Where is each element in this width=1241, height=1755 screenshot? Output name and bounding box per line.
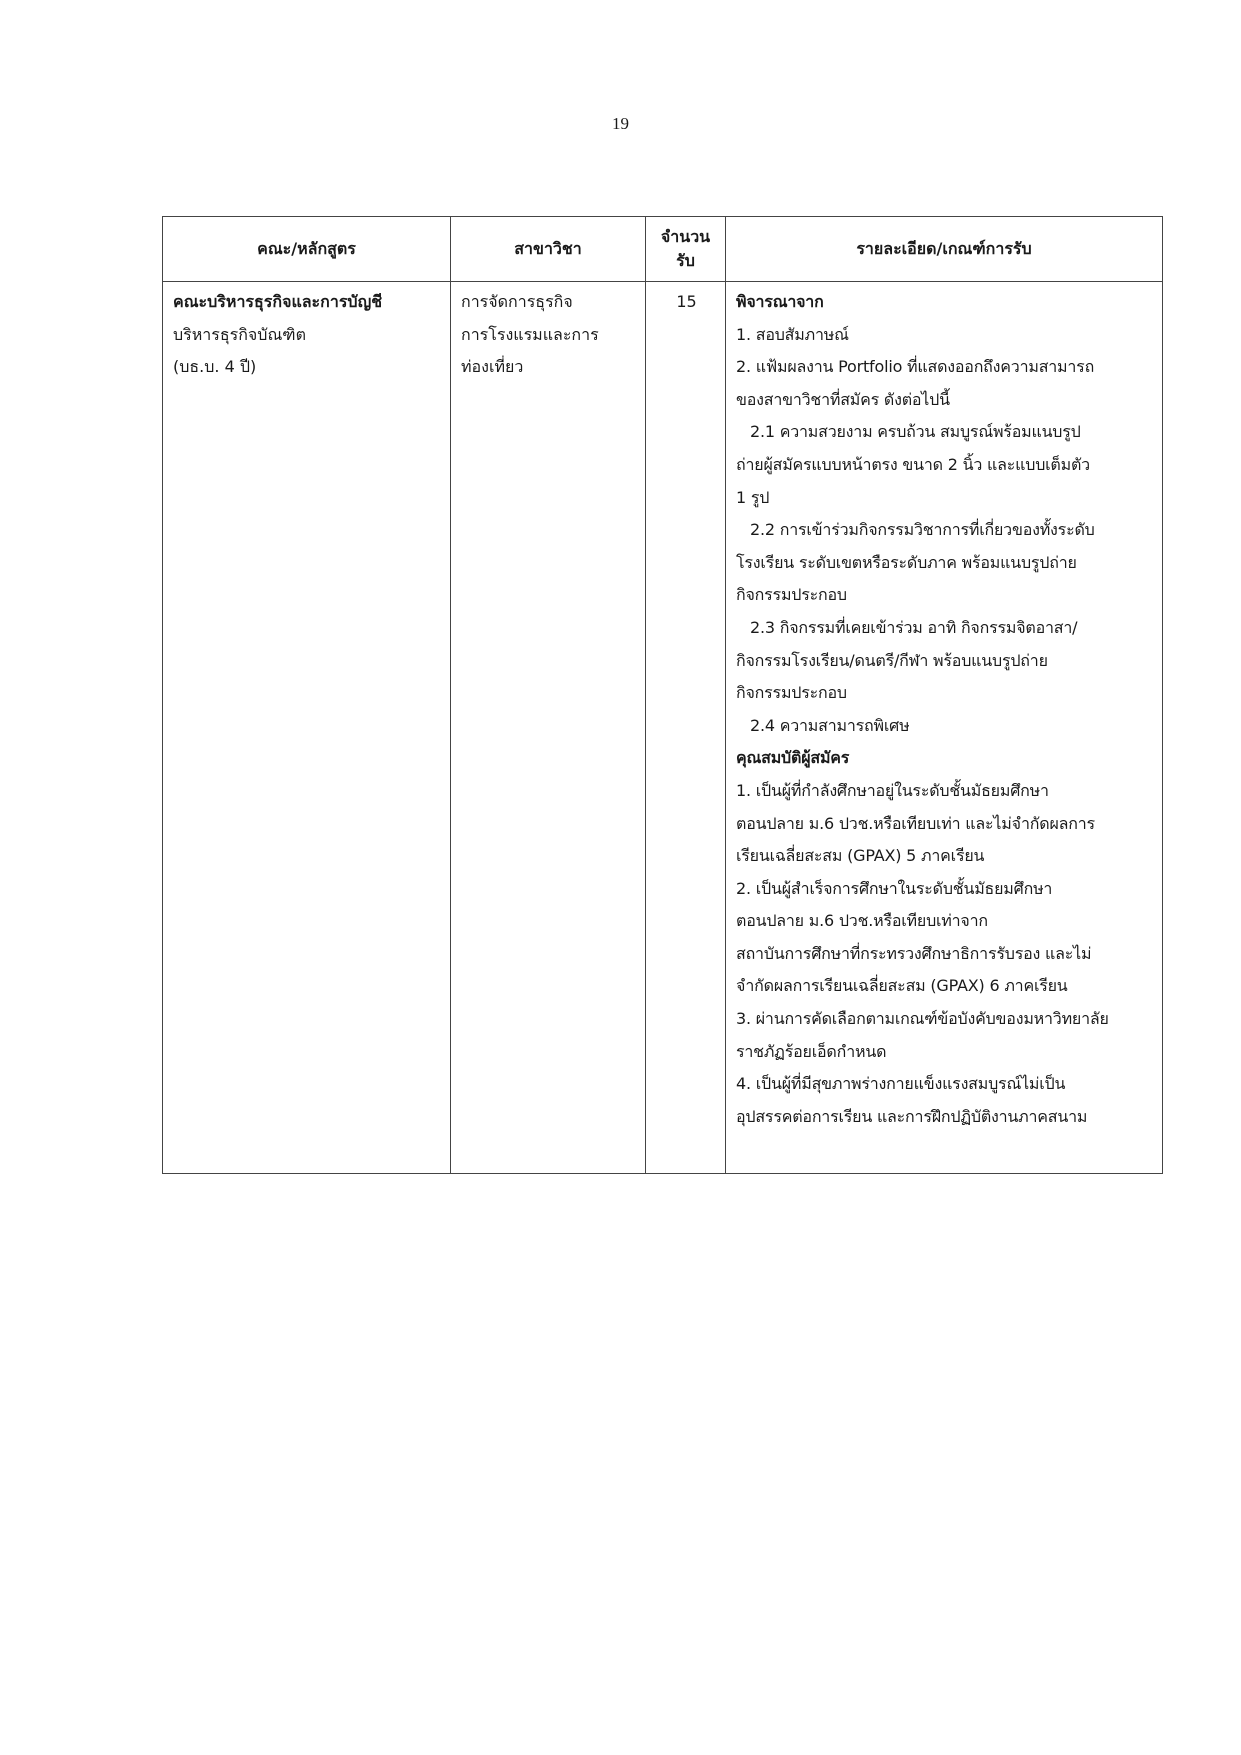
- consider-list: [736, 319, 1154, 743]
- table-header-row: [163, 217, 1163, 282]
- qualification-item: 2. เป็นผู้สำเร็จการศึกษาในระดับชั้นมัธยมศึกษา: [736, 878, 1053, 898]
- page-number: 19: [612, 114, 629, 133]
- consider-item: 1. สอบสัมภาษณ์: [736, 324, 849, 344]
- degree-name: บริหารธุรกิจบัณฑิต: [173, 324, 306, 344]
- qualification-item: 3. ผ่านการคัดเลือกตามเกณฑ์ข้อบังคับของมหาวิทยาลัย: [736, 1009, 1109, 1029]
- header-count: [646, 217, 726, 282]
- major-line: การจัดการธุรกิจ: [461, 292, 573, 311]
- qualification-item: ราชภัฏร้อยเอ็ดกำหนด: [736, 1041, 887, 1061]
- count-cell: 15: [646, 282, 726, 1174]
- details-cell: [726, 282, 1163, 1174]
- major-line: ท่องเที่ยว: [461, 357, 524, 377]
- major-line: การโรงแรมและการ: [461, 324, 599, 344]
- consider-item: ของสาขาวิชาที่สมัคร ดังต่อไปนี้: [736, 389, 950, 409]
- qualification-item: อุปสรรคต่อการเรียน และการฝึกปฏิบัติงานภาคสนาม: [736, 1106, 1088, 1126]
- consider-item: 2.1 ความสวยงาม ครบถ้วน สมบูรณ์พร้อมแนบรูป: [750, 422, 1081, 442]
- header-faculty: คณะ/หลักสูตร: [163, 217, 451, 282]
- faculty-cell: [163, 282, 451, 1174]
- consider-item: โรงเรียน ระดับเขตหรือระดับภาค พร้อมแนบรูปถ่าย: [736, 552, 1077, 572]
- qualification-heading: คุณสมบัติผู้สมัคร: [736, 748, 850, 768]
- consider-item: 2.2 การเข้าร่วมกิจกรรมวิชาการที่เกี่ยวของทั้งระดับ: [750, 520, 1095, 540]
- consider-item: 2. แฟ้มผลงาน Portfolio ที่แสดงออกถึงความสามารถ: [736, 357, 1095, 377]
- header-count-line: จำนวน: [660, 227, 711, 246]
- consider-item: ถ่ายผู้สมัครแบบหน้าตรง ขนาด 2 นิ้ว และแบบเต็มตัว: [736, 454, 1090, 474]
- degree-abbr: (บธ.บ. 4 ปี): [173, 357, 257, 377]
- consider-item: กิจกรรมประกอบ: [736, 585, 847, 605]
- qualification-item: 4. เป็นผู้ที่มีสุขภาพร่างกายแข็งแรงสมบูรณ์ไม่เป็น: [736, 1074, 1066, 1094]
- qualification-item: ตอนปลาย ม.6 ปวช.หรือเทียบเท่า และไม่จำกัดผลการ: [736, 813, 1095, 833]
- major-cell: [451, 282, 646, 1174]
- header-major: สาขาวิชา: [451, 217, 646, 282]
- consider-item: กิจกรรมประกอบ: [736, 683, 847, 703]
- header-count-line: รับ: [676, 251, 695, 270]
- qualification-item: สถาบันการศึกษาที่กระทรวงศึกษาธิการรับรอง และไม่: [736, 943, 1092, 963]
- consider-item: 2.4 ความสามารถพิเศษ: [750, 715, 910, 735]
- qualification-item: ตอนปลาย ม.6 ปวช.หรือเทียบเท่าจาก: [736, 911, 988, 931]
- consider-item: กิจกรรมโรงเรียน/ดนตรี/กีฬา พร้อบแนบรูปถ่าย: [736, 650, 1048, 670]
- table-row: [163, 282, 1163, 1174]
- qualification-list: [736, 775, 1154, 1134]
- qualification-item: 1. เป็นผู้ที่กำลังศึกษาอยู่ในระดับชั้นมัธยมศึกษา: [736, 780, 1049, 800]
- qualification-item: เรียนเฉลี่ยสะสม (GPAX) 5 ภาคเรียน: [736, 846, 985, 866]
- admission-table: [162, 216, 1163, 1174]
- header-details: รายละเอียด/เกณฑ์การรับ: [726, 217, 1163, 282]
- faculty-name: คณะบริหารธุรกิจและการบัญชี: [173, 292, 383, 311]
- qualification-item: จำกัดผลการเรียนเฉลี่ยสะสม (GPAX) 6 ภาคเรียน: [736, 976, 1068, 996]
- consider-item: 1 รูป: [736, 487, 770, 507]
- consider-heading: พิจารณาจาก: [736, 292, 824, 311]
- consider-item: 2.3 กิจกรรมที่เคยเข้าร่วม อาทิ กิจกรรมจิตอาสา/: [750, 617, 1078, 637]
